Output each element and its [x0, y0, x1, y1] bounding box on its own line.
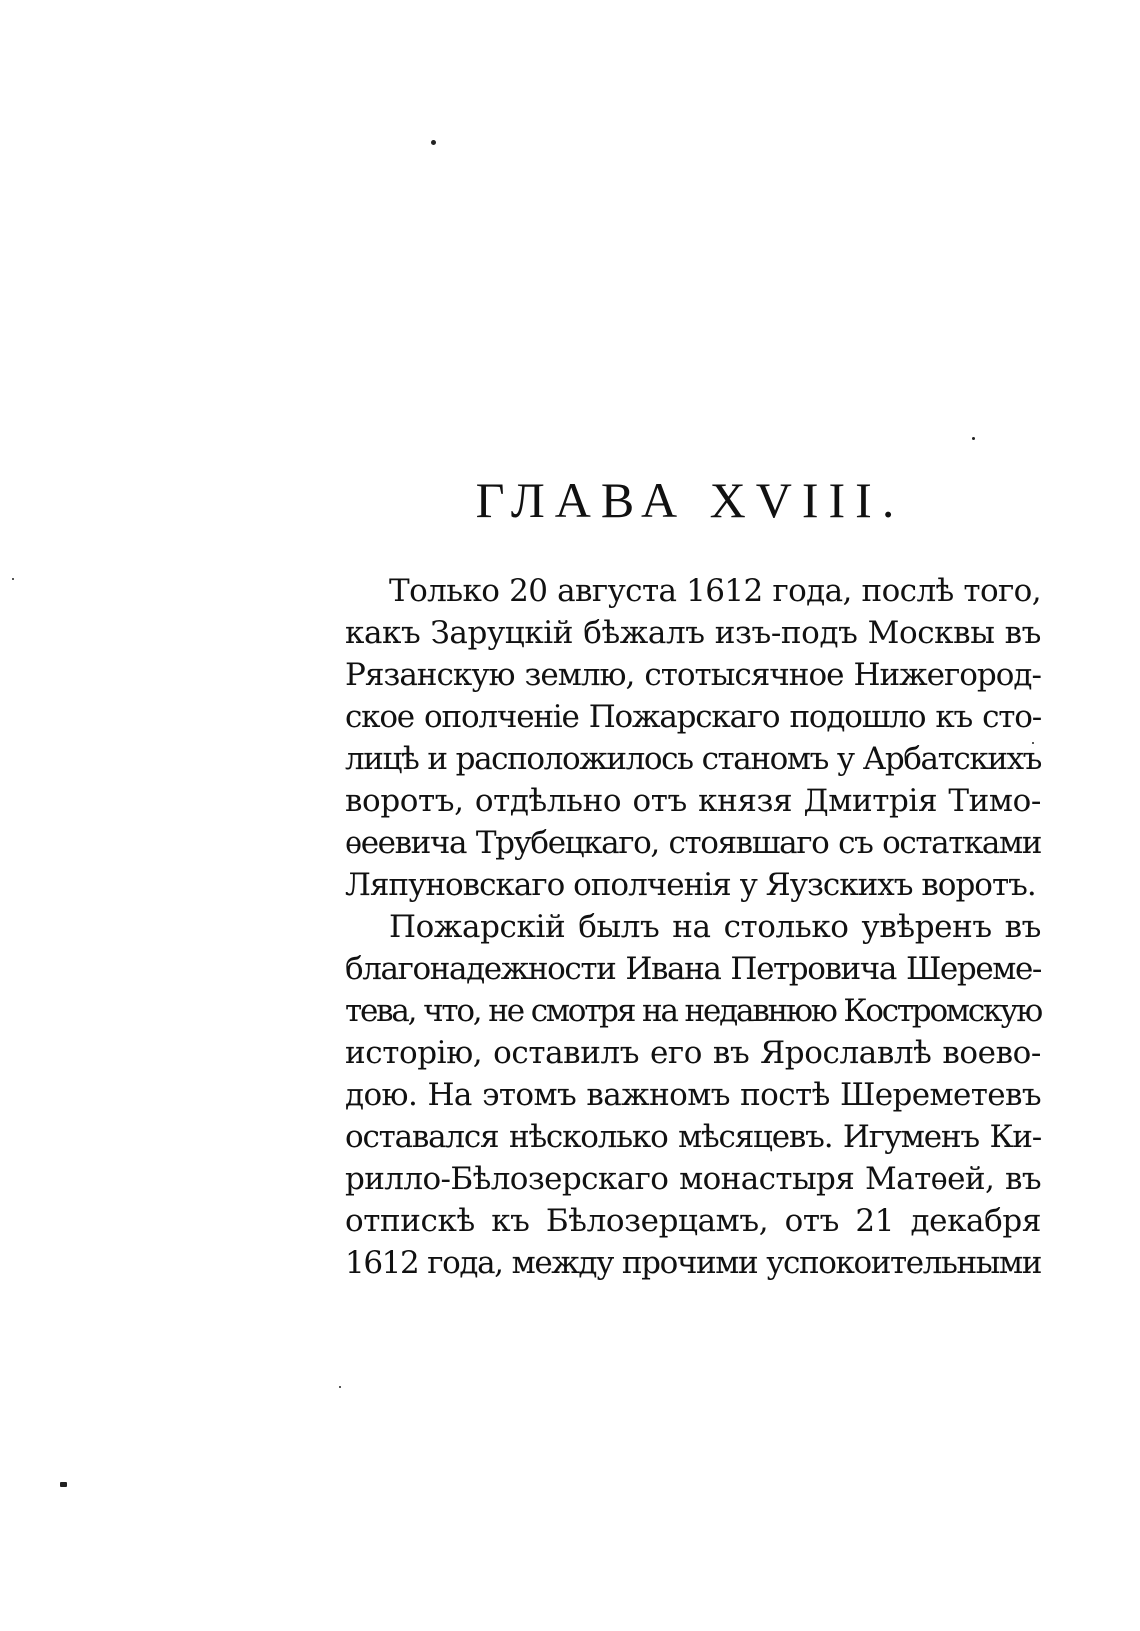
- text-line: дою. На этомъ важномъ постѣ Шереметевъ: [345, 1077, 1041, 1113]
- text-line: Пожарскій былъ на столько увѣренъ въ: [389, 909, 1041, 945]
- text-line: Рязанскую землю, стотысячное Нижегород-: [345, 657, 1041, 693]
- text-line: лицѣ и расположилось станомъ у Арбатскихъ: [345, 741, 1041, 777]
- print-speck: [431, 140, 436, 145]
- print-speck: [60, 1482, 67, 1487]
- text-line: Только 20 августа 1612 года, послѣ того,: [389, 573, 1041, 609]
- text-line: ское ополченіе Пожарскаго подошло къ сто-: [345, 699, 1041, 735]
- text-line: исторію, оставилъ его въ Ярославлѣ воево-: [345, 1035, 1041, 1071]
- print-speck: [12, 578, 14, 580]
- text-line: тева, что, не смотря на недавнюю Костромскую: [345, 993, 1041, 1029]
- print-speck: [972, 437, 975, 440]
- chapter-heading: ГЛАВА XVIII.: [475, 472, 905, 528]
- text-line: какъ Заруцкій бѣжалъ изъ-подъ Москвы въ: [345, 615, 1041, 651]
- text-line: рилло-Бѣлозерскаго монастыря Матѳей, въ: [345, 1161, 1041, 1197]
- text-line: 1612 года, между прочими успокоительными: [345, 1245, 1041, 1281]
- chapter-body-text: [345, 570, 1041, 1284]
- text-line: ѳеевича Трубецкаго, стоявшаго съ остатками: [345, 825, 1041, 861]
- text-line: отпискѣ къ Бѣлозерцамъ, отъ 21 декабря: [345, 1203, 1041, 1239]
- text-line: воротъ, отдѣльно отъ князя Дмитрія Тимо-: [345, 783, 1041, 819]
- text-line: Ляпуновскаго ополченія у Яузскихъ воротъ.: [345, 867, 1036, 903]
- text-line: оставался нѣсколько мѣсяцевъ. Игуменъ Ки-: [345, 1119, 1041, 1155]
- text-line: благонадежности Ивана Петровича Шереме-: [345, 951, 1041, 987]
- print-speck: [339, 1386, 341, 1388]
